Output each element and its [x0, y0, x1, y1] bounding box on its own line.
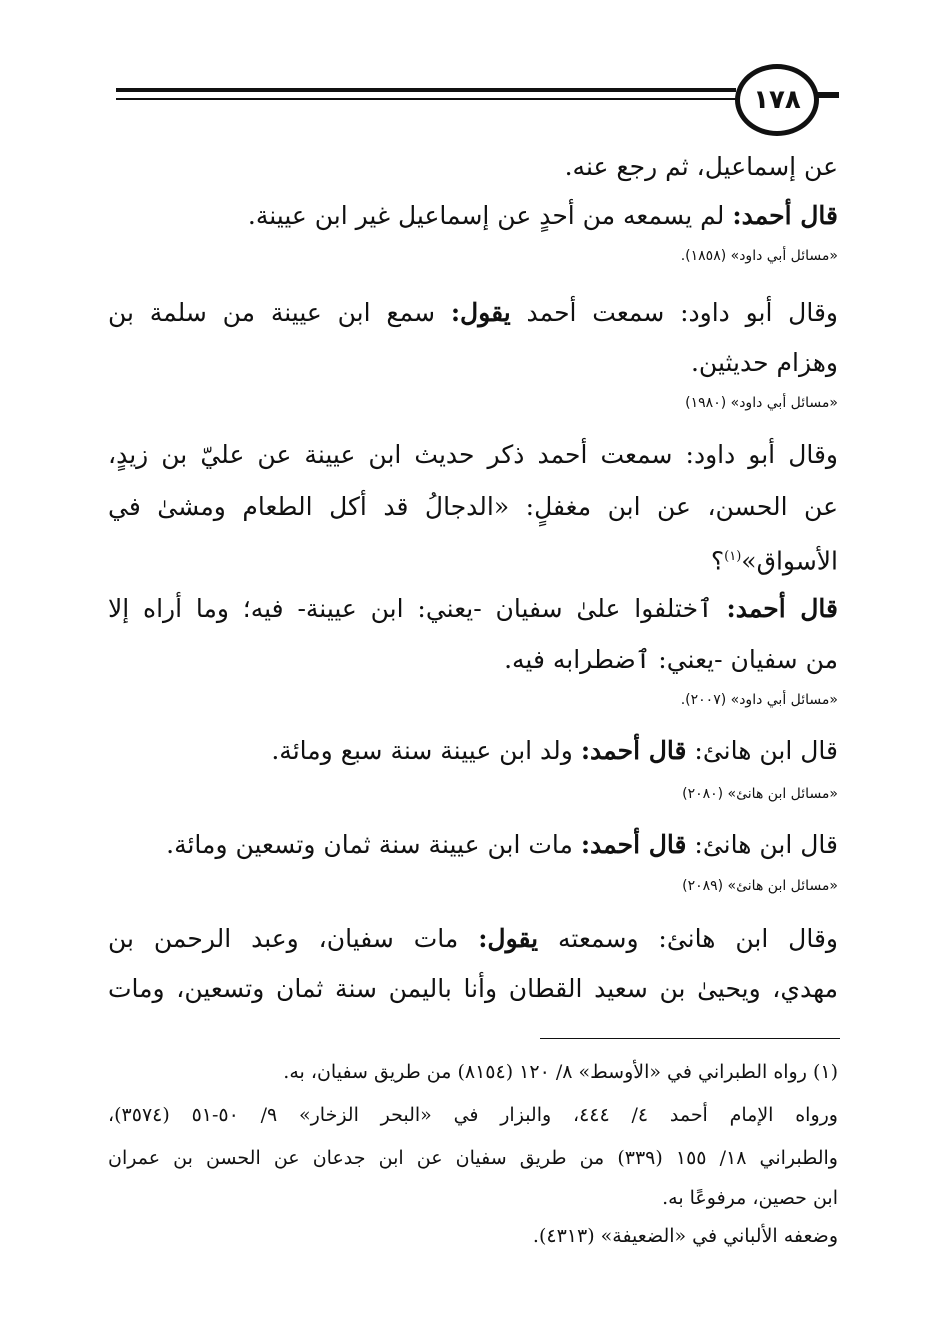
- footnote-line-5: وضعفه الألباني في «الضعيفة» (٤٣١٣).: [532, 1225, 838, 1247]
- source-citation-1: «مسائل أبي داود» (١٨٥٨).: [680, 248, 838, 264]
- speaker-label: يقول:: [450, 298, 511, 327]
- text-line-11: قال ابن هانئ: قال أحمد: مات ابن عيينة سنة ثمان وتسعين ومائة.: [166, 830, 838, 859]
- header-rule-top: [116, 88, 736, 92]
- text-line-1: عن إسماعيل، ثم رجع عنه.: [564, 152, 838, 181]
- source-citation-4: «مسائل ابن هانئ» (٢٠٨٠): [682, 786, 838, 802]
- speaker-label: قال أحمد:: [580, 736, 687, 765]
- speaker-label: قال أحمد:: [580, 830, 687, 859]
- footnote-marker: (١): [724, 549, 742, 564]
- footnote-line-2: ورواه الإمام أحمد ٤/ ٤٤٤، والبزار في «البحر الزخار» ٩/ ٥٠-٥١ (٣٥٧٤)،: [108, 1104, 838, 1126]
- text-line-4: وهزام حديثين.: [690, 348, 838, 377]
- text-line-10: قال ابن هانئ: قال أحمد: ولد ابن عيينة سنة سبع ومائة.: [271, 736, 838, 765]
- header-rule-bottom: [116, 98, 736, 100]
- footnote-separator: [540, 1038, 840, 1039]
- source-citation-2: «مسائل أبي داود» (١٩٨٠): [685, 395, 838, 411]
- footnote-line-4: ابن حصين، مرفوعًا به.: [662, 1187, 838, 1209]
- text-line-7: الأسواق»$^{(١)}$؟: [710, 546, 838, 576]
- text-line-5: وقال أبو داود: سمعت أحمد ذكر حديث ابن عيينة عن عليّ بن زيدٍ،: [108, 440, 838, 469]
- speaker-label: قال أحمد:: [726, 594, 839, 623]
- source-citation-5: «مسائل ابن هانئ» (٢٠٨٩): [682, 878, 838, 894]
- footnote-line-1: (١) رواه الطبراني في «الأوسط» ٨/ ١٢٠ (٨١٥٤) من طريق سفيان، به.: [283, 1061, 838, 1083]
- page-number: ١٧٨: [753, 85, 801, 115]
- text-line-8: قال أحمد: ٱختلفوا علىٰ سفيان -يعني: ابن عيينة- فيه؛ وما أراه إلا: [108, 594, 839, 623]
- text-line-3: وقال أبو داود: سمعت أحمد يقول: سمع ابن عيينة من سلمة بن: [108, 298, 838, 327]
- footnote-line-3: والطبراني ١٨/ ١٥٥ (٣٣٩) من طريق سفيان عن ابن جدعان عن الحسن بن عمران: [108, 1147, 838, 1169]
- text-line-12: وقال ابن هانئ: وسمعته يقول: مات سفيان، وعبد الرحمن بن: [108, 924, 838, 953]
- source-citation-3: «مسائل أبي داود» (٢٠٠٧).: [680, 692, 838, 708]
- text-line-2: قال أحمد: لم يسمعه من أحدٍ عن إسماعيل غير ابن عيينة.: [247, 201, 838, 230]
- text-line-6: عن الحسن، عن ابن مغفلٍ: «الدجالُ قد أكل الطعام ومشىٰ في: [108, 492, 838, 521]
- speaker-label: قال أحمد:: [732, 201, 838, 230]
- text-line-13: مهدي، ويحيىٰ بن سعيد القطان وأنا باليمن سنة ثمان وتسعين، ومات: [108, 974, 838, 1003]
- text-line-9: من سفيان -يعني: ٱضطرابه فيه.: [504, 645, 838, 674]
- speaker-label: يقول:: [478, 924, 539, 953]
- page-number-badge: [735, 64, 819, 136]
